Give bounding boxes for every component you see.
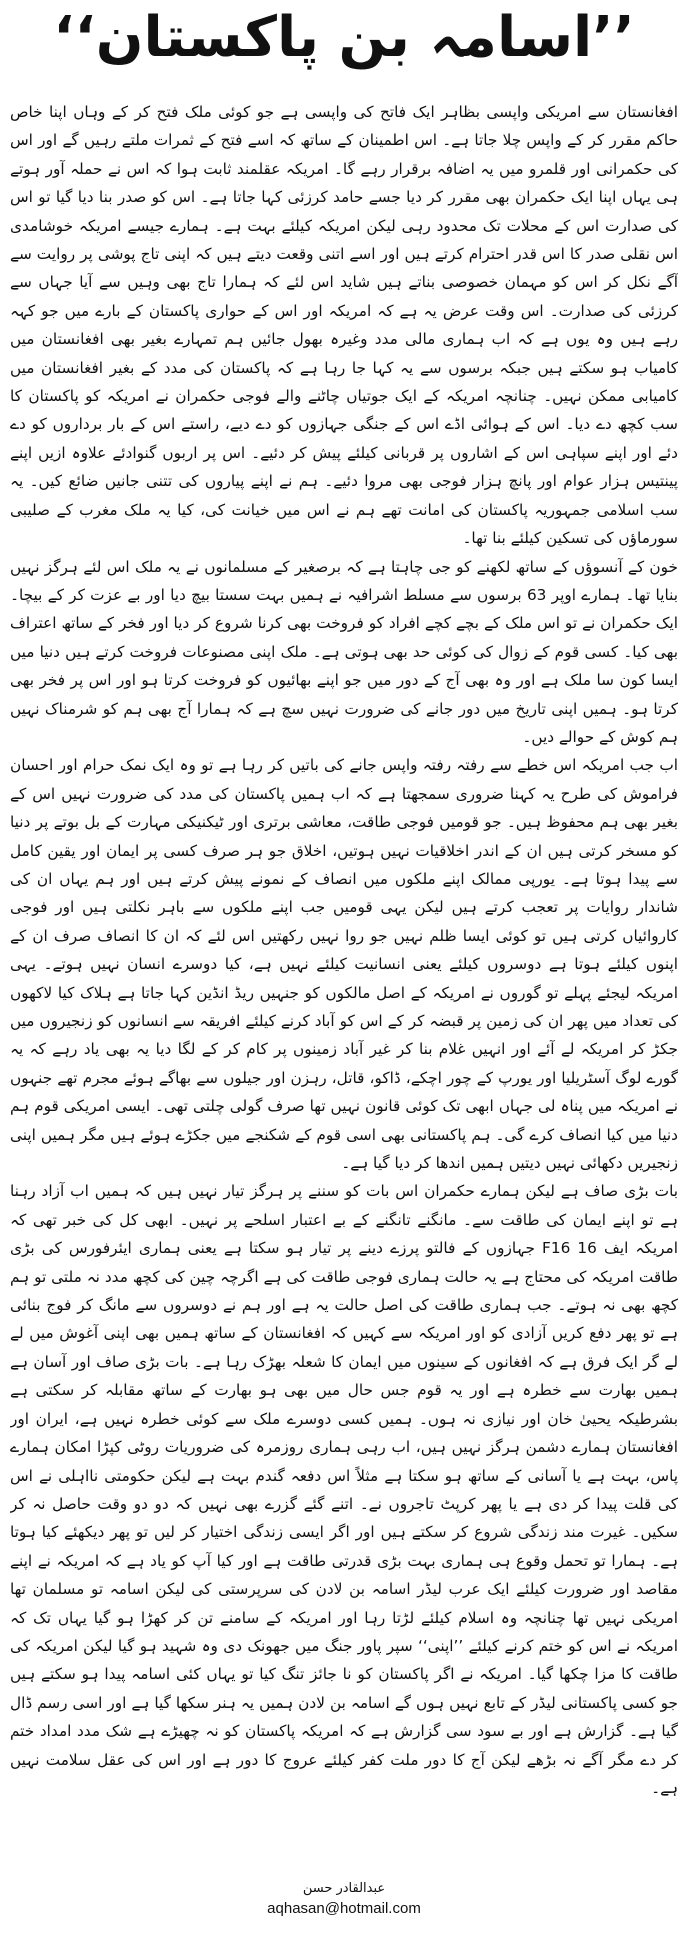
paragraph: افغانستان سے امریکی واپسی بظاہر ایک فاتح کی واپسی ہے جو کوئی ملک فتح کر کے وہاں اپنا خاص حاکم مقرر کر کے واپس چلا جاتا ہے۔ اس اطمینان کے ساتھ کہ اسے فتح کے ثمرات ملتے رہیں گے اور اس کی حکمرانی اور قلمرو میں یہ اضافہ برقرار رہے گا۔ امریکہ عقلمند ثابت ہوا کہ اس نے حملہ آور ہوتے ہی یہاں اپنا ایک حکمران بھی مقرر کر دیا جسے حامد کرزئی کہا جاتا ہے۔ اس کو صدر بنا دیا گیا تو اس کی صدارت اس کے محلات تک محدود رہی لیکن امریکہ کیلئے بہت ہے۔ ہمارے جیسے امریکہ خوشامدی اس نقلی صدر کا اس قدر احترام کرتے ہیں اور اسے اتنی وقعت دیتے ہیں کہ اپنی تاج پوشی پر روایت سے آگے نکل کر اس کو مہمان خصوصی بناتے ہیں شاید اس لئے کہ ہمارا تاج بھی وہیں سے آیا جہاں سے کرزئی کی صدارت۔ اس وقت عرض یہ ہے کہ امریکہ اور اس کے حواری پاکستان کے بارے میں جو کہہ رہے ہیں وہ یوں ہے کہ اب ہماری مالی مدد وغیرہ بھول جائیں ہم تمہارے بغیر بھی افغانستان میں کامیاب ہو سکتے ہیں جبکہ برسوں سے یہ کہا جا رہا ہے کہ پاکستان کی مدد کے بغیر افغانستان میں کامیابی ممکن نہیں۔ چنانچہ امریکہ کے ایک جوتیاں چاٹنے والے فوجی حکمران نے امریکہ کو پاکستان کا سب کچھ دے دیا۔ اس کے ہوائی اڈے اس کے جنگی جہازوں کو دے دیے، راستے اس کے بار برداروں کو دے دئے اور اپنے سپاہی اس کے اشاروں پر قربانی کیلئے پیش کر دئیے۔ اس پر اربوں گنوادئے علاوہ ازیں اپنے پینتیس ہزار عوام اور پانچ ہزار فوجی بھی مروا دئیے۔ ہم نے اپنے پیاروں کی تتنی جانیں ضائع کیں۔ یہ سب اسلامی جمہوریہ پاکستان کی امانت تھے ہم نے اس میں خیانت کی، کیا یہ ملک مغرب کے صلیبی سورماؤں کی تسکین کیلئے بنا تھا۔	[10, 103, 678, 548]
author-email[interactable]: aqhasan@hotmail.com	[267, 1900, 421, 1917]
paragraph: اب جب امریکہ اس خطے سے رفتہ رفتہ واپس جانے کی باتیں کر رہا ہے تو وہ ایک نمک حرام اور احسان فراموش کی طرح یہ کہنا ضروری سمجھتا ہے کہ اب ہمیں پاکستان کی مدد کی ضرورت نہیں اس کے بغیر بھی ہم محفوظ ہیں۔ جو قومیں فوجی طاقت، معاشی برتری اور ٹیکنیکی مہارت کے بل بوتے پر دنیا کو مسخر کرتی ہیں ان کے اندر اخلاقیات نہیں ہوتیں، اخلاق جو ہر صرف کسی پر ایمان اور یقین کامل سے پیدا ہوتا ہے۔ یورپی ممالک اپنے ملکوں میں انصاف کے نمونے پیش کرتے ہیں اور ہم یہاں ان کی شاندار روایات پر تعجب کرتے ہیں لیکن یہی قومیں جب اپنے ملکوں سے باہر نکلتی ہیں اور فوجی کاروائیاں کرتی ہیں تو کوئی ایسا ظلم نہیں جو روا نہیں رکھتیں اس لئے کہ ان کا انصاف صرف ان کے اپنوں کیلئے ہوتا ہے دوسروں کیلئے یعنی انسانیت کیلئے نہیں ہے، کیا دوسرے انسان نہیں ہوتے۔ یہی امریکہ لیجئے پہلے تو گوروں نے امریکہ کے اصل مالکوں کو جنہیں ریڈ انڈین کہا جاتا ہے ہلاک کیا لاکھوں کی تعداد میں پھر ان کی زمین پر قبضہ کر کے اس کو آباد کرنے کیلئے افریقہ سے انسانوں کو زنجیروں میں جکڑ کر امریکہ لے آئے اور انہیں غلام بنا کر غیر آباد زمینوں پر کام کر کے لگا دیا یہ بھی یاد رہے کہ یہ گورے لوگ آسٹریلیا اور یورپ کے چور اچکے، ڈاکو، قاتل، رہزن اور جیلوں سے بھاگے ہوئے مجرم تھے جنہوں نے امریکہ میں پناہ لی جہاں ابھی تک کوئی قانون نہیں تھا صرف گولی چلتی تھی۔ ایسی امریکی قوم ہم دنیا میں کیا انصاف کرے گی۔ ہم پاکستانی بھی اسی قوم کے شکنجے میں جکڑے ہوئے ہیں مگر ہمیں اپنی زنجیریں دکھائی نہیں دیتیں ہمیں اندھا کر دیا گیا ہے۔	[10, 756, 678, 1173]
column-body	[10, 98, 678, 1868]
paragraph: بات بڑی صاف ہے لیکن ہمارے حکمران اس بات کو سننے پر ہرگز تیار نہیں ہیں کہ ہمیں اب آزاد رہنا ہے تو اپنے ایمان کی طاقت سے۔ مانگنے تانگنے کے بے اعتبار اسلحے پر نہیں۔ ابھی کل کی خبر تھی کہ امریکہ ایف 16 F16 جہازوں کے فالتو پرزے دینے پر تیار ہو سکتا ہے یعنی ہماری ایئرفورس کی بڑی طاقت امریکہ کی محتاج ہے یہ حالت ہماری فوجی طاقت کی ہے اگرچہ چین کی کچھ مدد نہ ملتی تو ہم کچھ بھی نہ ہوتے۔ جب ہماری طاقت کی اصل حالت یہ ہے اور ہم نے دوسروں سے مانگ کر فوج بنائی ہے تو پھر دفع کریں آزادی کو اور امریکہ سے کہیں کہ افغانستان کے ساتھ ہمیں بھی اپنی آغوش میں لے لے گر ایک فرق ہے کہ افغانوں کے سینوں میں ایمان کا شعلہ بھڑک رہا ہے۔ بات بڑی صاف اور آسان ہے ہمیں بھارت سے خطرہ ہے اور یہ قوم جس حال میں بھی ہو بھارت کے ساتھ مقابلہ کر سکتی ہے بشرطیکہ یحییٰ خان اور نیازی نہ ہوں۔ ہمیں کسی دوسرے ملک سے کوئی خطرہ نہیں ہے، ایران اور افغانستان ہمارے دشمن ہرگز نہیں ہیں، اب رہی ہماری روزمرہ کی ضروریات روٹی کپڑا امکان ہمارے پاس، بہت ہے یا آسانی کے ساتھ ہو سکتا ہے مثلاً اس دفعہ گندم بہت ہے لیکن حکومتی نااہلی نے اس کی قلت پیدا کر دی ہے یا پھر کرپٹ تاجروں نے۔ اتنے گئے گزرے بھی نہیں کہ دو دو وقت حاصل نہ کر سکیں۔ غیرت مند زندگی شروع کر سکتے ہیں اور اگر ایسی زندگی اختیار کر لیں تو پھر دیکھئے کیا ہوتا ہے۔ ہمارا تو تحمل وقوع ہی ہماری بہت بڑی قدرتی طاقت ہے اور کیا آپ کو یاد ہے کہ امریکہ نے اپنے مقاصد اور ضرورت کیلئے ایک عرب لیڈر اسامہ بن لادن کی سرپرستی کی لیکن اسامہ تو مسلمان تھا امریکی نہیں تھا چنانچہ وہ اسلام کیلئے لڑتا رہا اور امریکہ کے سامنے تن کر کھڑا ہو گیا یہاں تک کہ امریکہ نے اس کو ختم کرنے کیلئے ’’اپنی‘‘ سپر پاور جنگ میں جھونک دی وہ شہید ہو گیا لیکن امریکہ کی طاقت کا مزا چکھا گیا۔ امریکہ نے اگر پاکستان کو نا جائز تنگ کیا تو یہاں کئی اسامہ پیدا ہو سکتے ہیں جو کسی پاکستانی لیڈر کے تابع نہیں ہوں گے اسامہ بن لادن ہمیں یہ ہنر سکھا گیا ہے اور اسی رسم ڈال گیا ہے۔ گزارش ہے اور بے سود سی گزارش ہے کہ امریکہ پاکستان کو نہ چھیڑے ہے شک مدد امداد ختم کر دے مگر آگے نہ بڑھے لیکن آج کا دور ملت کفر کیلئے عروج کا دور ہے اور اس کی عقل سلامت نہیں ہے۔	[10, 1182, 678, 1797]
column-title: ’’اسامہ بن پاکستان‘‘	[53, 5, 635, 70]
author-name: عبدالقادر حسن	[302, 1881, 386, 1896]
paragraph: خون کے آنسوؤں کے ساتھ لکھنے کو جی چاہتا ہے کہ برصغیر کے مسلمانوں نے یہ ملک اس لئے ہرگز نہیں بنایا تھا۔ ہمارے اوپر 63 برسوں سے مسلط اشرافیہ نے ہمیں بہت سستا بیچ دیا اور بے عزت کر کے بیچا۔ ایک حکمران نے تو اس ملک کے بچے کچے افراد کو فروخت بھی کرنا شروع کر دیا اور فخر کے ساتھ اعتراف بھی کیا۔ کسی قوم کے زوال کی کوئی حد بھی ہوتی ہے۔ ملک اپنی مصنوعات فروخت کرتے ہیں دنیا میں ایسا کون سا ملک ہے اور وہ بھی آج کے دور میں جو اپنے بھائیوں کو فروخت کرتا ہو اور اس پر فخر بھی کرتا ہو۔ ہمیں اپنی تاریخ میں دور جانے کی ضرورت نہیں سچ ہے کہ ہمارا آج بھی ہم کو شرمناک نہیں ہم کوش کے حوالے دیں۔	[10, 557, 678, 746]
newspaper-column	[0, 5, 688, 1945]
author-signature	[0, 1880, 688, 1920]
